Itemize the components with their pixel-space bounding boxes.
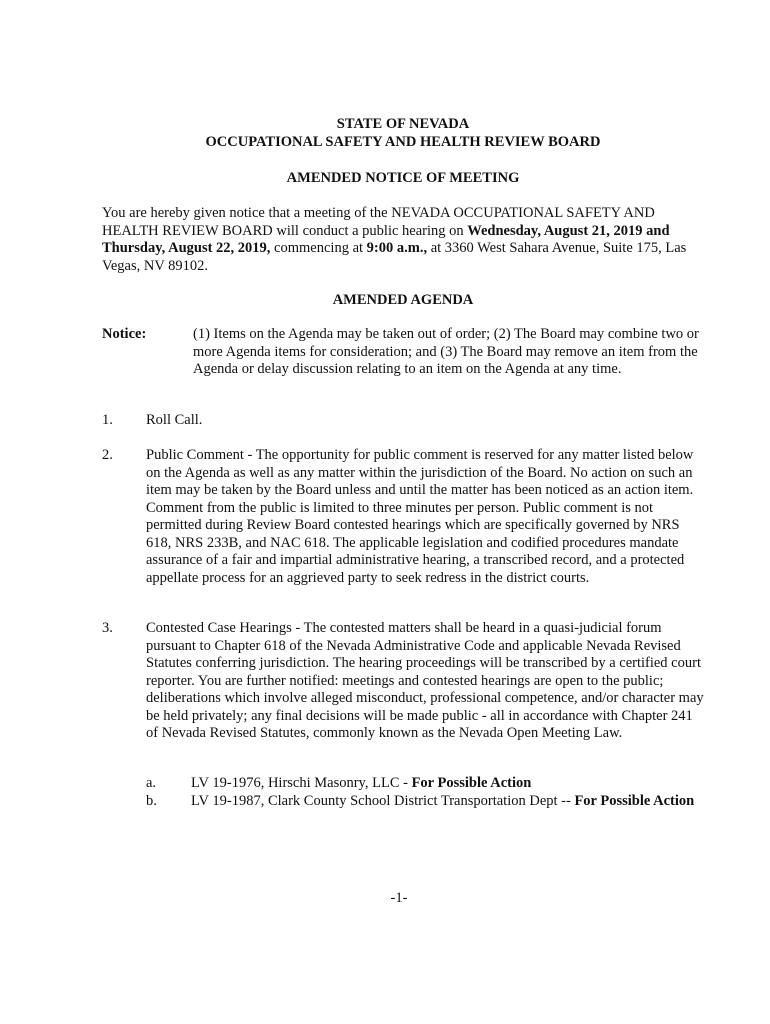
item-public-comment: Public Comment - The opportunity for public comment is reserved for any matter listed below on the Agenda as well as any matter within the jurisdiction of the Board. No action on such an item may be taken by the Board unless and until the matter has been noticed as an action item. Comment from the public is limited to three minutes per person. Public comment is not permitted during Review Board contested hearings which are specifically governed by NRS 618, NRS 233B, and NAC 618. The applicable legislation and codified procedures mandate assurance of a fair and impartial administrative hearing, a transcribed record, and a protected appellate process for an aggrieved party to seek redress in the district courts. — [146, 447, 694, 586]
meeting-time: 9:00 a.m., — [366, 240, 428, 256]
state-heading: STATE OF NEVADA — [336, 116, 470, 132]
agenda-title: AMENDED AGENDA — [332, 292, 474, 308]
notice-title: AMENDED NOTICE OF MEETING — [286, 170, 520, 186]
case-b-action: For Possible Action — [574, 793, 695, 809]
intro-text-3: at 3360 West Sahara Avenue, Suite 175, Las Vegas, NV 89102. — [102, 240, 687, 274]
meeting-dates: Wednesday, August 21, 2019 and Thursday, August 22, 2019, — [102, 222, 670, 256]
subitem-case-a — [191, 775, 711, 793]
item-number: 2. — [102, 447, 113, 463]
case-a-action: For Possible Action — [411, 775, 532, 791]
subitem-letter: a. — [146, 775, 157, 791]
subitem-case-b — [191, 793, 711, 811]
page-number: -1- — [390, 890, 408, 906]
notice-text: (1) Items on the Agenda may be taken out of order; (2) The Board may combine two or more Agenda items for consideration; and (3) The Board may remove an item from the Agenda or delay discussion relating to an item on the Agenda at any time. — [193, 326, 699, 377]
intro-text-2: commencing at — [270, 240, 367, 256]
item-contested-hearings: Contested Case Hearings - The contested matters shall be heard in a quasi-judicial forum pursuant to Chapter 618 of the Nevada Administrative Code and applicable Nevada Revised Statutes conferring jurisdiction. The hearing proceedings will be transcribed by a certified court reporter. You are further notified: meetings and contested hearings are open to the public; deliberations which involve alleged misconduct, professional competence, and/or character may be held privately; any final decisions will be made public - all in accordance with Chapter 241 of Nevada Revised Statutes, commonly known as the Nevada Open Meeting Law. — [146, 620, 704, 741]
item-number: 3. — [102, 620, 113, 636]
board-heading: OCCUPATIONAL SAFETY AND HEALTH REVIEW BOARD — [205, 134, 601, 150]
subitem-letter: b. — [146, 793, 157, 809]
intro-text-1: You are hereby given notice that a meeting of the NEVADA OCCUPATIONAL SAFETY AND HEALTH REVIEW BOARD will conduct a public hearing on — [102, 205, 655, 239]
case-b-text: LV 19-1987, Clark County School District Transportation Dept -- — [191, 793, 575, 809]
item-roll-call: Roll Call. — [146, 412, 203, 428]
notice-label: Notice: — [102, 326, 147, 342]
item-number: 1. — [102, 412, 113, 428]
intro-paragraph — [102, 205, 702, 275]
case-a-text: LV 19-1976, Hirschi Masonry, LLC - — [191, 775, 412, 791]
